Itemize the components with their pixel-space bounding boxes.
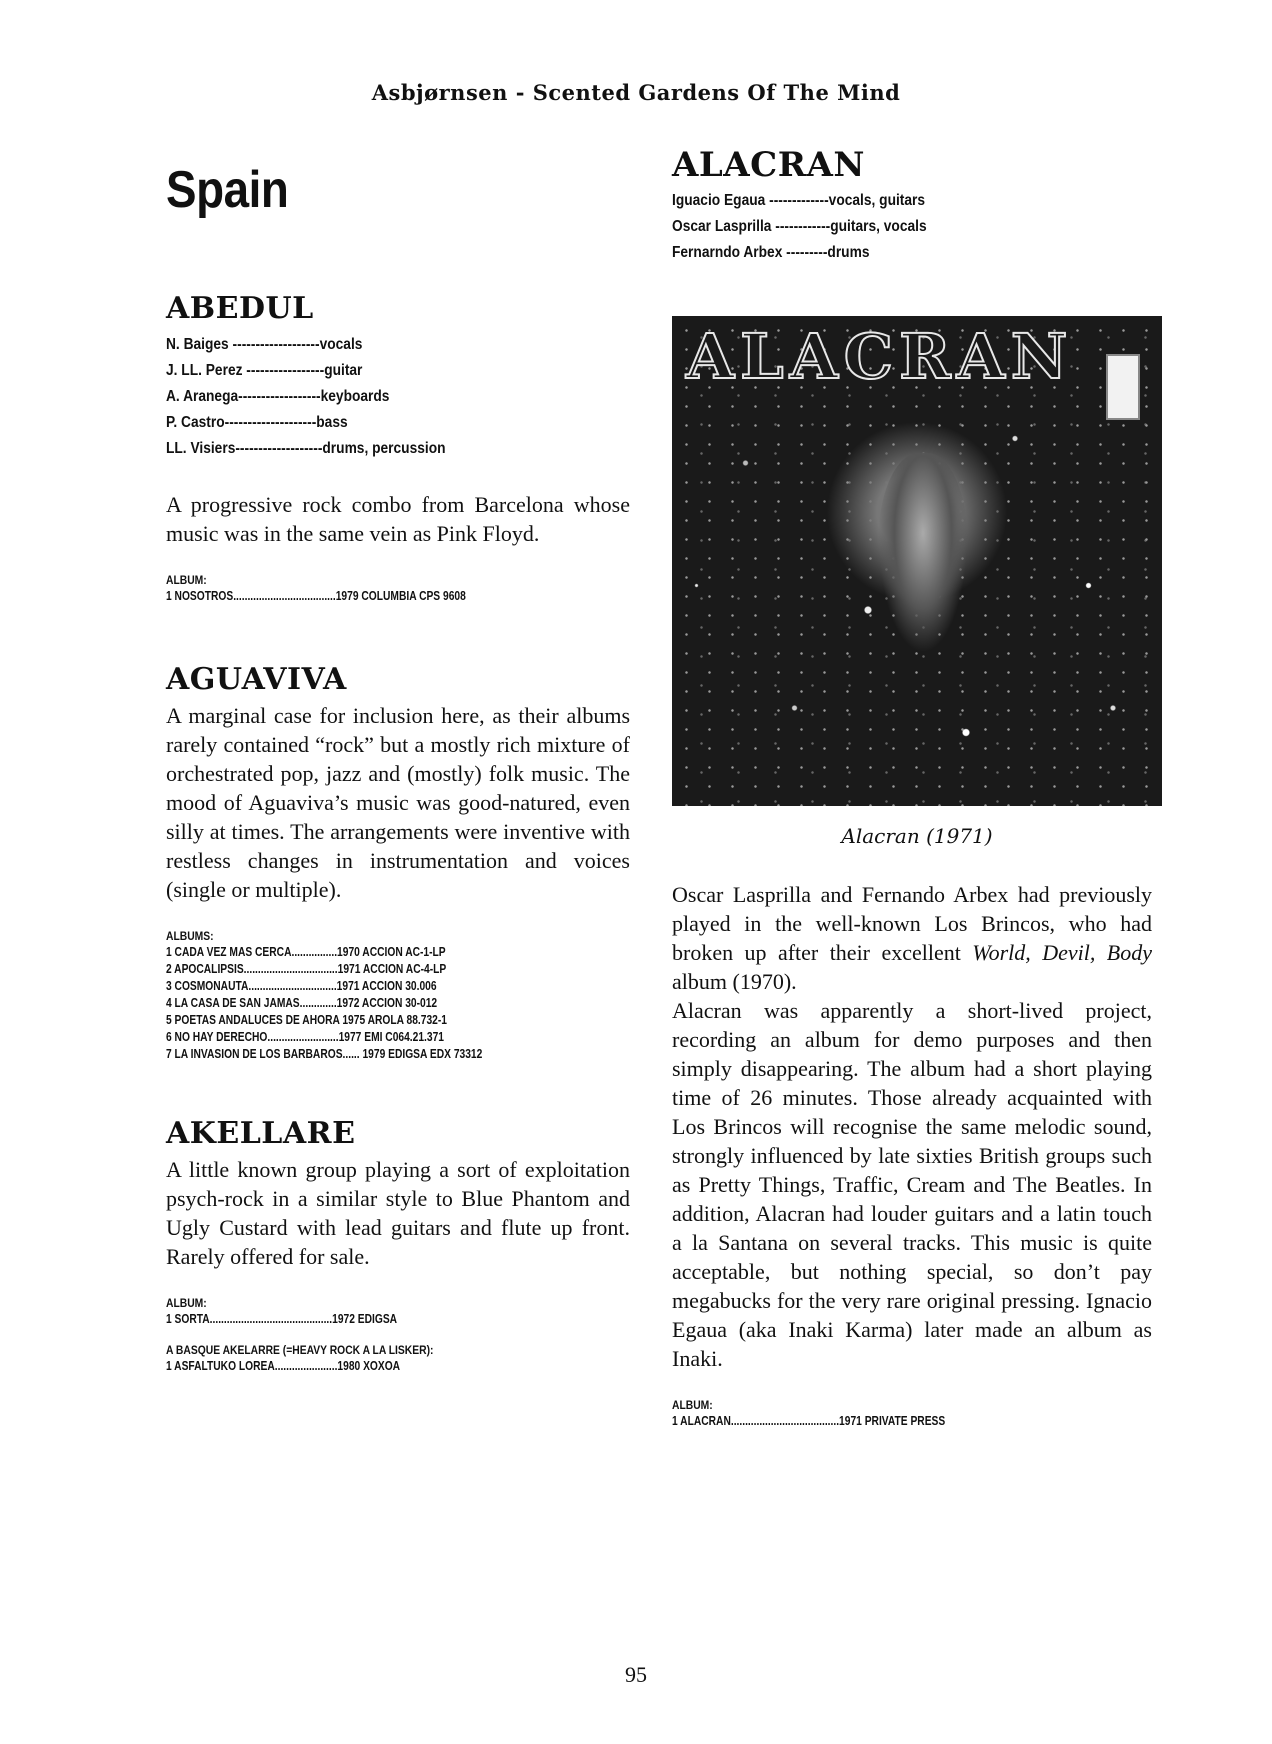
record-label-logo (1106, 354, 1140, 420)
cover-figure-shape (878, 453, 968, 653)
band-title-abedul: ABEDUL (166, 291, 314, 326)
album-cover-image (672, 316, 1162, 806)
band-title-alacran: ALACRAN (672, 145, 865, 185)
running-header: Asbjørnsen - Scented Gardens Of The Mind (371, 80, 901, 105)
discography-item: 1 CADA VEZ MAS CERCA................1970 ACCION AC-1-LP (166, 945, 446, 959)
right-column (672, 145, 1152, 266)
alacran-paragraph-2: Alacran was apparently a short-lived project, recording an album for demo purposes and then simply disappearing. The album had a short playing time of 26 minutes. Those already acquainted with Los Brincos will recognise the same melodic sound, strongly influenced by late sixties British groups such as Pretty Things, Traffic, Cream and The Beatles. In addition, Alacran had louder guitars and a latin touch a la Santana on several tracks. This music is quite acceptable, but nothing special, so don’t pay megabucks for the very rare original pressing. Ignacio Egaua (aka Inaki Karma) later made an album as Inaki. (672, 998, 1152, 1371)
album-title-italic: World, Devil, Body (972, 940, 1152, 965)
discography-label: A BASQUE AKELARRE (=HEAVY ROCK A LA LISKER): (166, 1343, 434, 1357)
discography-label: ALBUM: (672, 1398, 713, 1412)
member-line: Fernarndo Arbex ---------drums (672, 244, 870, 261)
band-title-akellare: AKELLARE (166, 1116, 356, 1151)
alacran-p1-end: album (1970). (672, 969, 797, 994)
member-line: A. Aranega------------------keyboards (166, 388, 390, 405)
alacran-members (672, 188, 1152, 266)
discography-label: ALBUMS: (166, 929, 214, 943)
discography-item: 1 ALACRAN......................................1971 PRIVATE PRESS (672, 1414, 946, 1428)
page-number: 95 (625, 1662, 647, 1687)
alacran-discography (672, 1397, 1152, 1430)
alacran-paragraph-1 (672, 880, 1152, 996)
discography-label: ALBUM: (166, 1296, 207, 1310)
discography-item: 2 APOCALIPSIS.................................1971 ACCION AC-4-LP (166, 962, 447, 976)
discography-item: 7 LA INVASION DE LOS BARBAROS...... 1979 EDIGSA EDX 73312 (166, 1047, 483, 1061)
discography-label: ALBUM: (166, 573, 207, 587)
album-cover-title: ALACRAN (686, 320, 1074, 393)
left-column (166, 148, 630, 1375)
abedul-members (166, 332, 630, 462)
member-line: J. LL. Perez -----------------guitar (166, 362, 363, 379)
discography-item: 1 ASFALTUKO LOREA......................1980 XOXOA (166, 1359, 401, 1373)
aguaviva-description: A marginal case for inclusion here, as their albums rarely contained “rock” but a mostly rich mixture of orchestrated pop, jazz and (mostly) folk music. The mood of Aguaviva’s music was good-natured, even silly at times. The arrangements were inventive with restless changes in instrumentation and voices (single or multiple). (166, 703, 630, 902)
member-line: N. Baiges -------------------vocals (166, 336, 363, 353)
discography-item: 1 SORTA...........................................1972 EDIGSA (166, 1312, 398, 1326)
discography-item: 4 LA CASA DE SAN JAMAS.............1972 ACCION 30-012 (166, 996, 438, 1010)
discography-item: 1 NOSOTROS....................................1979 COLUMBIA CPS 9608 (166, 589, 466, 603)
akellare-description: A little known group playing a sort of exploitation psych-rock in a similar style to Blue Phantom and Ugly Custard with lead guitars and flute up front. Rarely offered for sale. (166, 1157, 630, 1269)
member-line: Iguacio Egaua -------------vocals, guitars (672, 192, 926, 209)
akellare-discography (166, 1295, 630, 1375)
abedul-discography (166, 572, 630, 605)
alacran-p1-start: Oscar Lasprilla and Fernando Arbex had previously played in the well-known Los Brincos, who had broken up after their excellent (672, 882, 1152, 965)
member-line: Oscar Lasprilla ------------guitars, vocals (672, 218, 927, 235)
band-title-aguaviva: AGUAVIVA (166, 662, 347, 697)
member-line: LL. Visiers-------------------drums, percussion (166, 440, 446, 457)
country-heading: Spain (166, 161, 289, 219)
member-line: P. Castro--------------------bass (166, 414, 348, 431)
discography-item: 5 POETAS ANDALUCES DE AHORA 1975 AROLA 88.732-1 (166, 1013, 448, 1027)
discography-item: 3 COSMONAUTA...............................1971 ACCION 30.006 (166, 979, 437, 993)
alacran-text-block (672, 880, 1152, 1430)
abedul-description: A progressive rock combo from Barcelona whose music was in the same vein as Pink Floyd. (166, 492, 630, 546)
discography-item: 6 NO HAY DERECHO.........................1977 EMI C064.21.371 (166, 1030, 445, 1044)
album-cover-caption: Alacran (1971) (841, 824, 993, 848)
aguaviva-discography (166, 928, 630, 1063)
